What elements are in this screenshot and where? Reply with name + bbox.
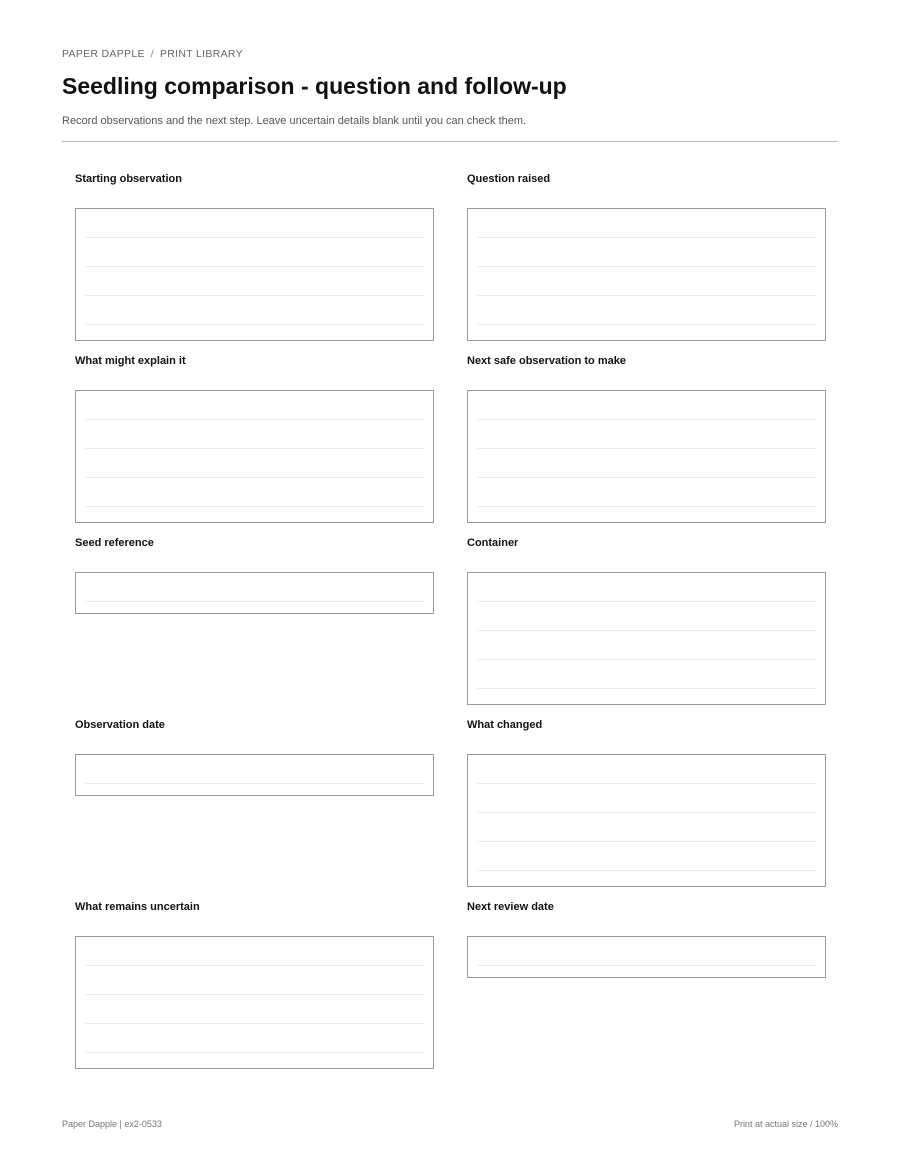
writing-line <box>85 295 424 296</box>
field-label: Next safe observation to make <box>467 355 626 367</box>
writing-line <box>85 1023 424 1024</box>
field-label: Question raised <box>467 173 551 185</box>
seed-reference-writing-box[interactable] <box>75 572 434 614</box>
observation-date-writing-box[interactable] <box>75 754 434 796</box>
writing-line <box>477 601 816 602</box>
breadcrumb-section: PRINT LIBRARY <box>160 48 243 60</box>
what-might-explain-it-writing-box[interactable] <box>75 390 434 523</box>
page-title: Seedling comparison - question and follow-up <box>62 73 567 99</box>
header-divider <box>62 141 838 142</box>
field-label: Seed reference <box>75 537 154 549</box>
writing-line <box>85 324 424 325</box>
writing-line <box>477 965 816 966</box>
writing-line <box>477 659 816 660</box>
writing-line <box>85 448 424 449</box>
breadcrumb-brand: PAPER DAPPLE <box>62 48 145 60</box>
writing-line <box>477 841 816 842</box>
writing-line <box>85 1052 424 1053</box>
container-writing-box[interactable] <box>467 572 826 705</box>
footer-print-note: Print at actual size / 100% <box>733 1119 838 1129</box>
field-label: Starting observation <box>75 173 182 185</box>
field-label: Next review date <box>467 901 554 913</box>
writing-line <box>477 783 816 784</box>
writing-line <box>477 448 816 449</box>
writing-line <box>85 965 424 966</box>
what-changed-writing-box[interactable] <box>467 754 826 887</box>
what-remains-uncertain-writing-box[interactable] <box>75 936 434 1069</box>
starting-observation-writing-box[interactable] <box>75 208 434 341</box>
writing-line <box>477 630 816 631</box>
writing-line <box>85 419 424 420</box>
writing-line <box>477 812 816 813</box>
writing-line <box>85 266 424 267</box>
writing-line <box>477 419 816 420</box>
field-label: Container <box>467 537 519 549</box>
writing-line <box>85 601 424 602</box>
writing-line <box>477 266 816 267</box>
field-label: What changed <box>467 719 543 731</box>
field-label: What might explain it <box>75 355 186 367</box>
writing-line <box>85 237 424 238</box>
next-safe-observation-writing-box[interactable] <box>467 390 826 523</box>
writing-line <box>85 783 424 784</box>
writing-line <box>477 688 816 689</box>
writing-line <box>477 295 816 296</box>
writing-line <box>85 994 424 995</box>
writing-line <box>85 477 424 478</box>
question-raised-writing-box[interactable] <box>467 208 826 341</box>
footer-document-id: Paper Dapple | ex2-0533 <box>62 1119 162 1129</box>
next-review-date-writing-box[interactable] <box>467 936 826 978</box>
writing-line <box>477 870 816 871</box>
writing-line <box>477 324 816 325</box>
field-label: Observation date <box>75 719 165 731</box>
breadcrumb-separator: / <box>150 48 154 60</box>
writing-line <box>85 506 424 507</box>
writing-line <box>477 506 816 507</box>
breadcrumb <box>62 48 243 60</box>
page-subtitle: Record observations and the next step. Leave uncertain details blank until you can check them. <box>62 115 527 127</box>
field-label: What remains uncertain <box>75 901 200 913</box>
writing-line <box>477 237 816 238</box>
writing-line <box>477 477 816 478</box>
